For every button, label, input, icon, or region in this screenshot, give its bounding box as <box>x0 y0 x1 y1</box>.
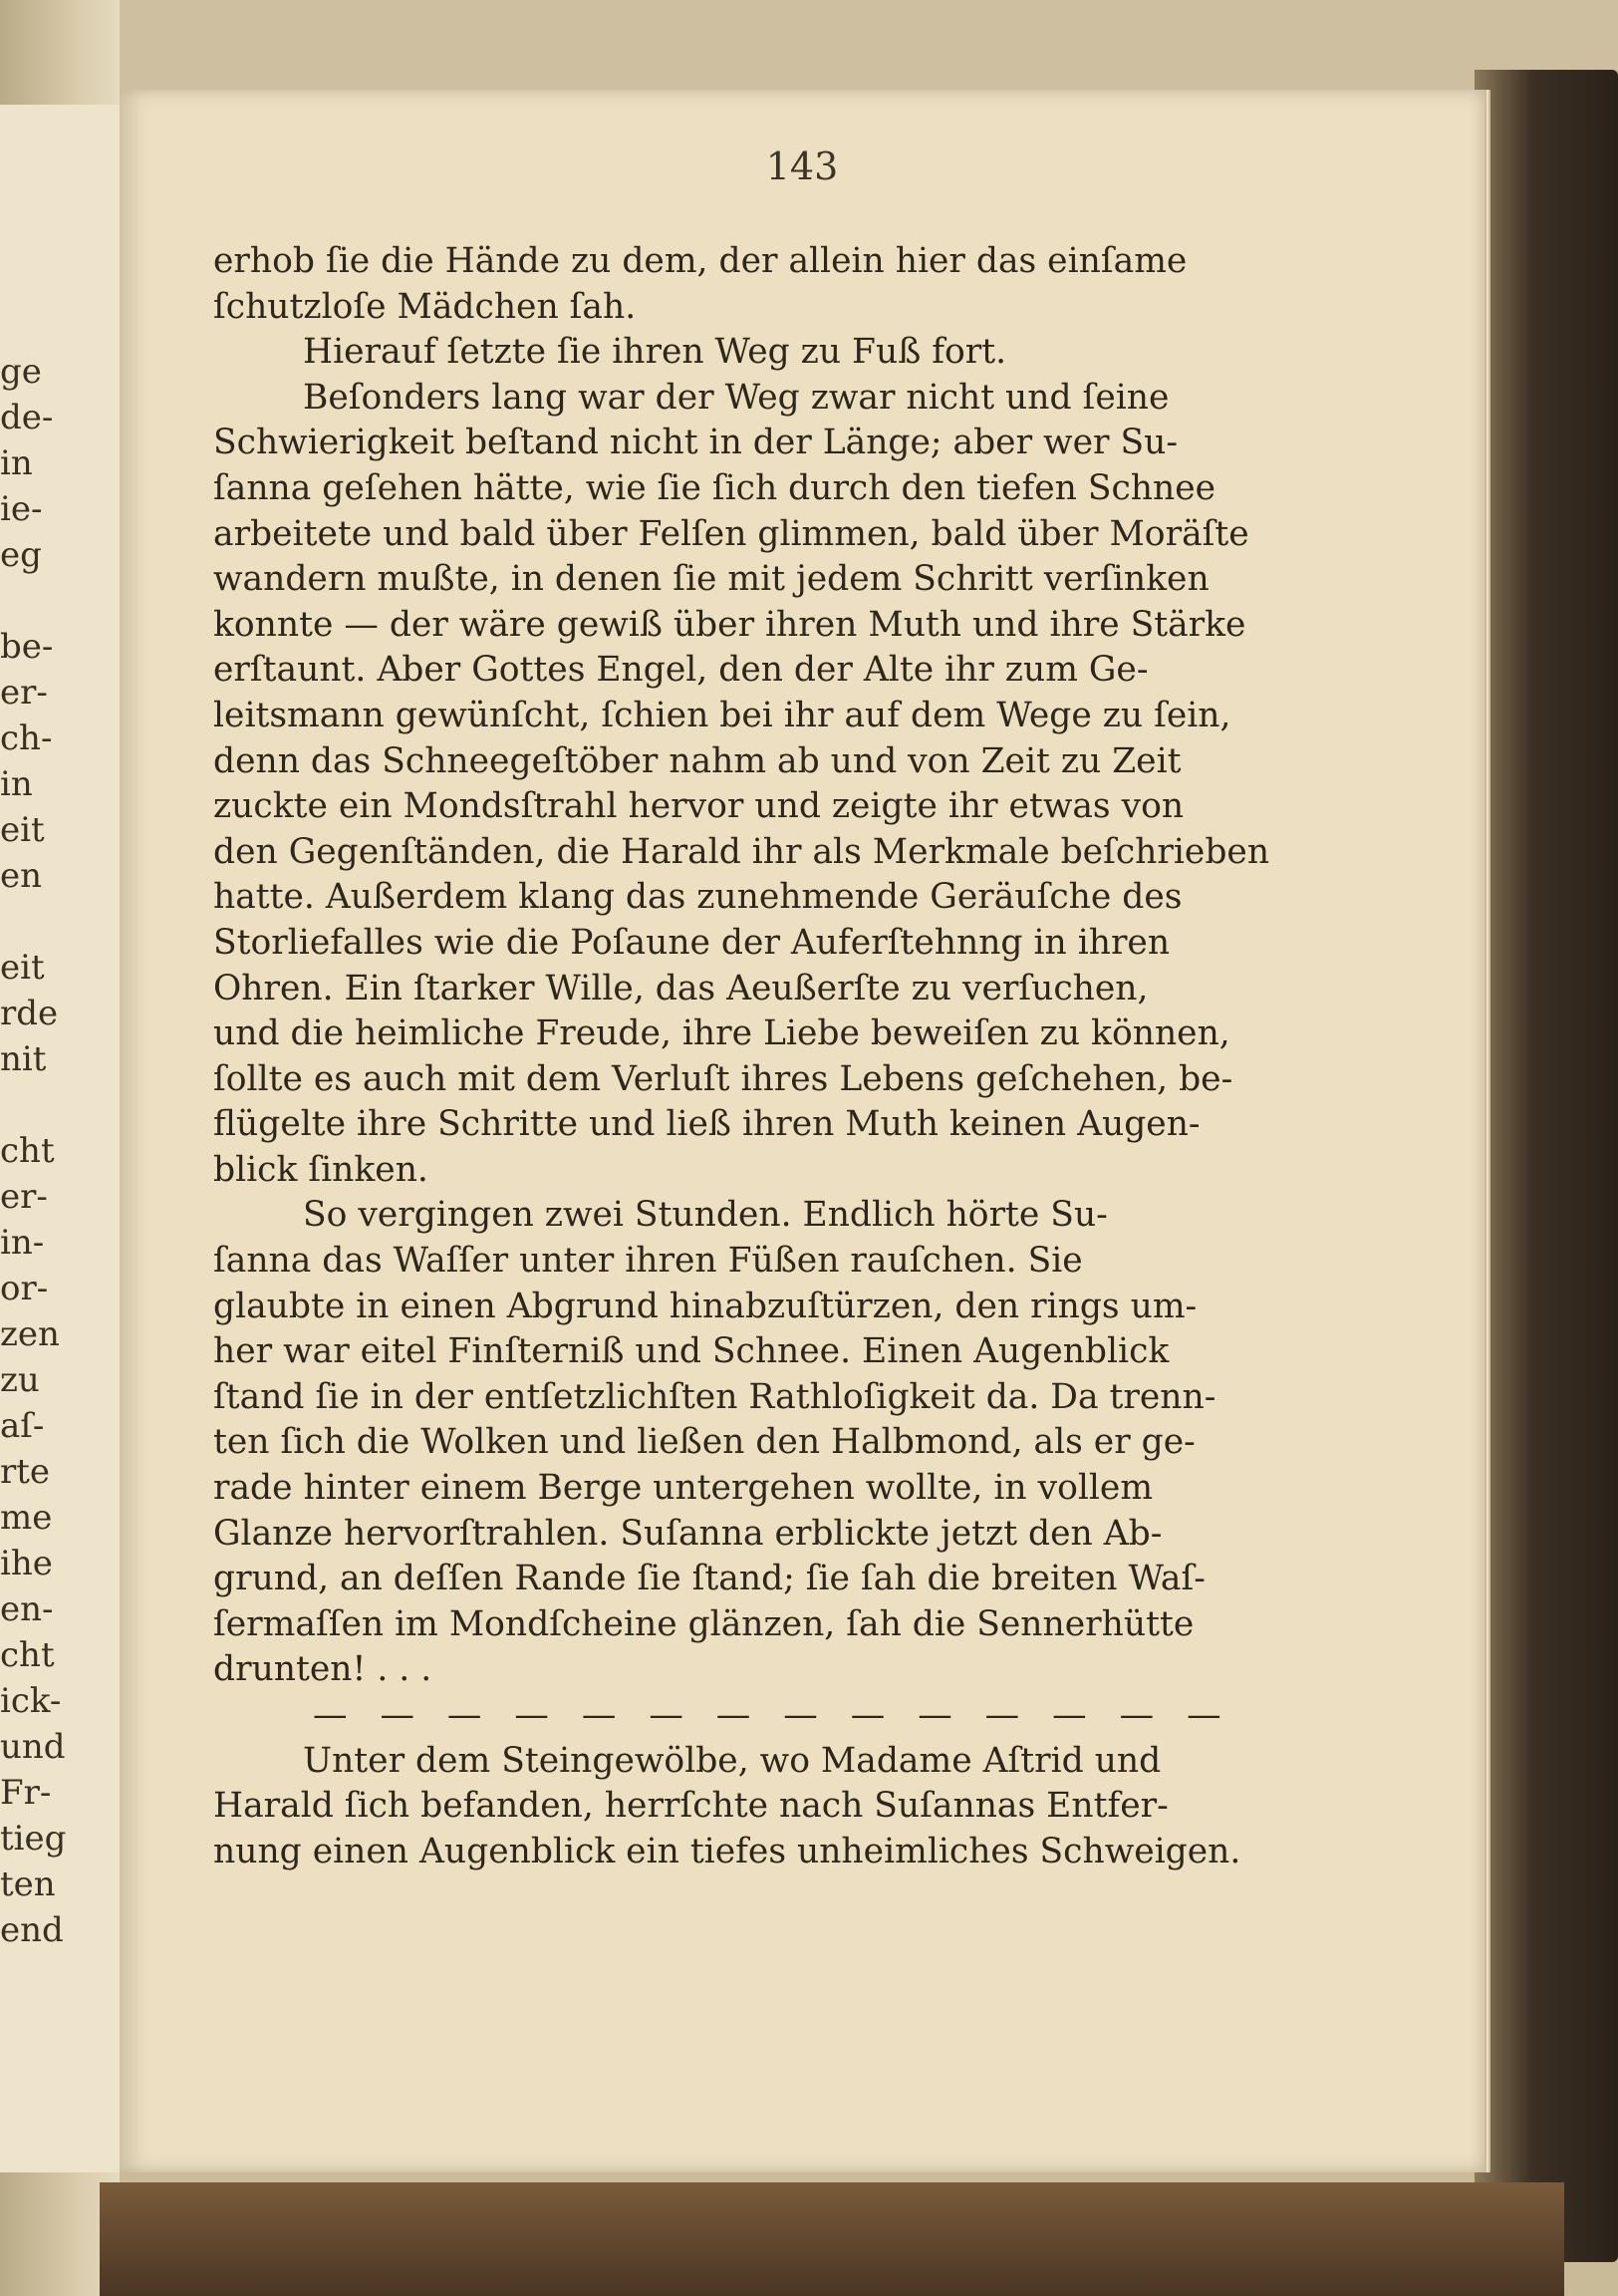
text-line: Schwierigkeit beſtand nicht in der Länge; aber wer Su- <box>213 423 1178 463</box>
text-line: Glanze hervorſtrahlen. Suſanna erblickte jetzt den Ab- <box>213 1513 1163 1554</box>
book-cover-bottom <box>100 2182 1564 2296</box>
text-line: ſtand ſie in der entſetzlichſten Rathloſigkeit da. Da trenn- <box>213 1376 1216 1417</box>
text-line: ſchutzloſe Mädchen ſah. <box>213 286 637 327</box>
text-line: Ohren. Ein ſtarker Wille, das Aeußerſte zu verſuchen, <box>213 968 1149 1008</box>
previous-page-fragment: ge <box>0 352 42 392</box>
text-line: arbeitete und bald über Felſen glimmen, bald über Moräſte <box>213 513 1249 554</box>
previous-page-text-fragments <box>0 349 70 1953</box>
text-line: blick ſinken. <box>213 1149 428 1190</box>
previous-page-fragment: or- <box>0 1269 49 1308</box>
previous-page-fragment: de- <box>0 398 54 437</box>
page-text-block <box>213 239 1404 1874</box>
previous-page-fragment: me <box>0 1498 53 1538</box>
text-line: ſermaſſen im Mondſcheine glänzen, ſah die Sennerhütte <box>213 1603 1195 1644</box>
text-line: konnte — der wäre gewiß über ihren Muth und ihre Stärke <box>213 604 1246 645</box>
previous-page-fragment: und <box>0 1727 66 1767</box>
previous-page-fragment: in <box>0 764 33 804</box>
previous-page-fragment: er- <box>0 1177 48 1217</box>
text-line: glaubte in einen Abgrund hinabzuſtürzen, den rings um- <box>213 1286 1198 1326</box>
text-line: zuckte ein Mondsſtrahl hervor und zeigte ihr etwas von <box>213 786 1185 827</box>
previous-page-fragment: ie- <box>0 489 43 529</box>
previous-page-fragment: eit <box>0 810 45 850</box>
text-line: nung einen Augenblick ein tiefes unheimliches Schweigen. <box>213 1831 1241 1871</box>
text-line: denn das Schneegeſtöber nahm ab und von Zeit zu Zeit <box>213 740 1182 781</box>
text-line: ſanna geſehen hätte, wie ſie ſich durch den tiefen Schnee <box>213 467 1216 508</box>
previous-page-fragment: ihe <box>0 1544 53 1583</box>
previous-page-fragment: aſ- <box>0 1406 45 1446</box>
previous-page-fragment: in- <box>0 1223 45 1263</box>
text-line: Beſonders lang war der Weg zwar nicht und ſeine <box>303 377 1170 418</box>
text-line: ten ſich die Wolken und ließen den Halbmond, als er ge- <box>213 1422 1196 1463</box>
previous-page-fragment <box>0 578 70 624</box>
previous-page-fragment: ch- <box>0 718 53 758</box>
text-line: wandern mußte, in denen ſie mit jedem Schritt verſinken <box>213 559 1210 600</box>
previous-page-fragment: en <box>0 856 43 896</box>
text-line: hatte. Außerdem klang das zunehmende Geräuſche des <box>213 877 1183 918</box>
previous-page-fragment: er- <box>0 673 48 713</box>
previous-page-fragment: rte <box>0 1452 51 1492</box>
text-line: und die heimliche Freude, ihre Liebe beweiſen zu können, <box>213 1013 1230 1054</box>
text-line: Hierauf ſetzte ſie ihren Weg zu Fuß fort. <box>303 332 1007 373</box>
text-line: flügelte ihre Schritte und ließ ihren Muth keinen Augen- <box>213 1104 1201 1145</box>
previous-page-fragment: be- <box>0 627 54 667</box>
previous-page-fragment: en- <box>0 1589 54 1629</box>
text-line: Unter dem Steingewölbe, wo Madame Aſtrid und <box>303 1740 1162 1781</box>
page-number: 143 <box>765 144 839 188</box>
previous-page-fragment <box>0 1082 70 1128</box>
previous-page-fragment: nit <box>0 1039 47 1079</box>
previous-page-fragment <box>0 899 70 945</box>
text-line: drunten! . . . <box>213 1649 432 1690</box>
previous-page-fragment: cht <box>0 1131 55 1171</box>
previous-page-fragment: ick- <box>0 1681 62 1721</box>
previous-page-fragment: in <box>0 443 33 483</box>
previous-page-fragment: zen <box>0 1314 60 1354</box>
previous-page-fragment: rde <box>0 994 59 1033</box>
text-line: erſtaunt. Aber Gottes Engel, den der Alte ihr zum Ge- <box>213 650 1149 691</box>
text-line: Storliefalles wie die Poſaune der Auferſtehnng in ihren <box>213 922 1171 963</box>
text-line: ſanna das Waſſer unter ihren Füßen rauſchen. Sie <box>213 1241 1083 1282</box>
previous-page-fragment: eg <box>0 535 42 575</box>
previous-page-fragment: zu <box>0 1360 40 1400</box>
book-page <box>120 90 1490 2172</box>
text-line: den Gegenſtänden, die Harald ihr als Merkmale beſchrieben <box>213 831 1270 872</box>
previous-page-fragment: eit <box>0 948 45 988</box>
previous-page-fragment: cht <box>0 1635 55 1675</box>
text-line: So vergingen zwei Stunden. Endlich hörte Su- <box>303 1195 1108 1236</box>
previous-page-fragment: ten <box>0 1865 56 1904</box>
previous-page-fragment: end <box>0 1910 64 1950</box>
text-line: rade hinter einem Berge untergehen wollte, in vollem <box>213 1468 1154 1509</box>
text-line: grund, an deſſen Rande ſie ſtand; ſie ſah die breiten Waſ- <box>213 1559 1206 1599</box>
previous-page-fragment: tieg <box>0 1819 67 1859</box>
text-line: erhob ſie die Hände zu dem, der allein hier das einſame <box>213 241 1188 281</box>
text-line: her war eitel Finſterniß und Schnee. Einen Augenblick <box>213 1331 1170 1372</box>
section-divider: — — — — — — — — — — — — — — <box>313 1695 1232 1735</box>
text-line: ſollte es auch mit dem Verluſt ihres Lebens geſchehen, be- <box>213 1058 1233 1099</box>
previous-page-edge <box>0 105 130 2172</box>
book-cover-right <box>1475 70 1618 2262</box>
text-line: leitsmann gewünſcht, ſchien bei ihr auf dem Wege zu ſein, <box>213 695 1231 735</box>
previous-page-fragment: Fr- <box>0 1773 52 1813</box>
text-line: Harald ſich befanden, herrſchte nach Suſannas Entfer- <box>213 1786 1169 1827</box>
